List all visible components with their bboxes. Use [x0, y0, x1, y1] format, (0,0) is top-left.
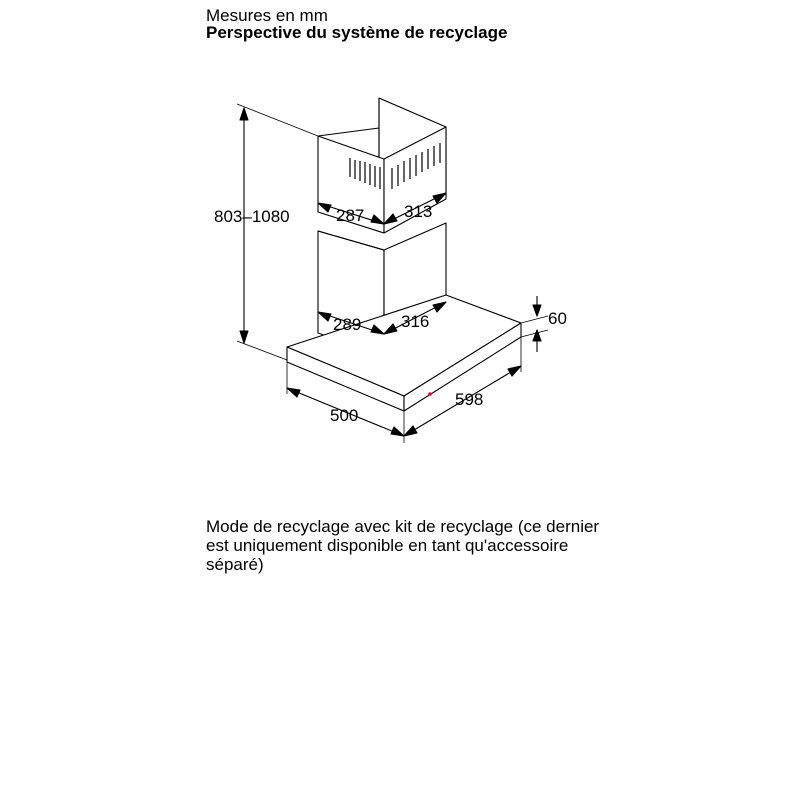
height-dimension [237, 104, 318, 360]
upper-left-width-label: 287 [336, 206, 365, 225]
control-indicator [428, 392, 432, 396]
thickness-label: 60 [548, 309, 567, 328]
lower-left-width-label: 289 [333, 315, 362, 334]
thickness-dimension [521, 296, 548, 352]
depth-label: 500 [330, 406, 359, 425]
drawing-title: Perspective du système de recyclage [206, 23, 508, 42]
width-label: 598 [455, 390, 484, 409]
upper-right-width-label: 313 [404, 202, 433, 221]
height-label: 803–1080 [214, 207, 290, 226]
lower-right-width-label: 316 [401, 312, 430, 331]
units-label: Mesures en mm [206, 6, 328, 25]
recycling-caption: Mode de recyclage avec kit de recyclage (ce dernier est uniquement disponible en tant qu'accessoire séparé) [206, 517, 600, 574]
